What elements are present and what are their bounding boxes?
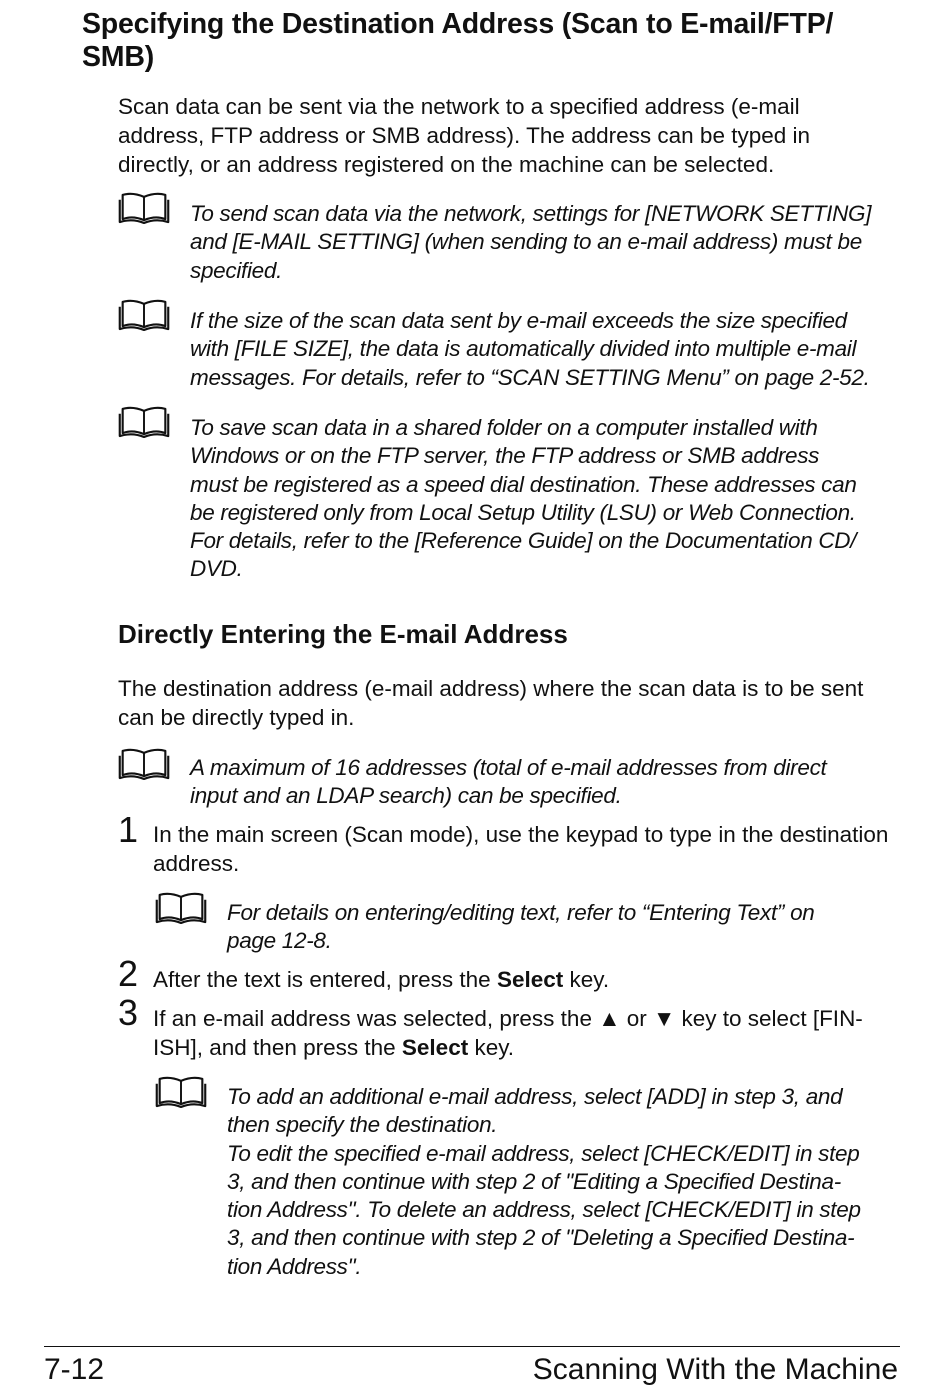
book-icon <box>118 748 170 780</box>
note-line: For details, refer to the [Reference Guide] on the Documentation CD/ <box>190 528 857 554</box>
book-icon <box>118 299 170 331</box>
sub-intro-paragraph <box>118 674 918 732</box>
note-line: To save scan data in a shared folder on a computer installed with <box>190 415 818 440</box>
intro-line: address, FTP address or SMB address). The address can be typed in <box>118 123 811 148</box>
note-line: then specify the destination. <box>227 1112 498 1138</box>
note-line: If the size of the scan data sent by e-mail exceeds the size specified <box>190 308 847 333</box>
page-number: 7-12 <box>44 1353 105 1386</box>
note-line: must be registered as a speed dial destination. These addresses can <box>190 471 857 497</box>
select-key-label: Select <box>401 1035 469 1060</box>
page-heading-line2: SMB) <box>82 41 155 73</box>
note-line: and [E-MAIL SETTING] (when sending to an e-mail address) must be <box>190 229 862 255</box>
note-block <box>190 200 910 285</box>
step-number: 1 <box>118 809 139 850</box>
note-line: Windows or on the FTP server, the FTP address or SMB address <box>190 443 820 469</box>
note-line: To send scan data via the network, settings for [NETWORK SETTING] <box>190 201 872 226</box>
note-block <box>190 414 910 584</box>
note-line: messages. For details, refer to “SCAN SETTING Menu” on page 2-52. <box>190 364 870 390</box>
note-line: page 12-8. <box>227 928 332 954</box>
chapter-title: Scanning With the Machine <box>532 1353 898 1386</box>
step-text <box>153 820 913 878</box>
sub-intro-line: can be directly typed in. <box>118 705 355 730</box>
intro-line: Scan data can be sent via the network to a specified address (e-mail <box>118 94 800 119</box>
note-line: input and an LDAP search) can be specified. <box>190 783 622 809</box>
page-heading-line1: Specifying the Destination Address (Scan to E-mail/FTP/ <box>82 8 834 40</box>
select-key-label: Select <box>496 967 564 992</box>
note-line: specified. <box>190 257 283 283</box>
note-line: DVD. <box>190 556 243 582</box>
note-line: tion Address". <box>227 1253 362 1279</box>
note-block <box>227 1083 917 1281</box>
note-line: tion Address". To delete an address, select [CHECK/EDIT] in step <box>227 1197 861 1223</box>
section-subheading: Directly Entering the E-mail Address <box>118 619 568 649</box>
step-number: 3 <box>118 992 139 1033</box>
step-line: If an e-mail address was selected, press the ▲ or ▼ key to select [FIN- <box>153 1006 863 1031</box>
step-line: address. <box>153 851 240 876</box>
note-line: A maximum of 16 addresses (total of e-mail addresses from direct <box>190 755 827 780</box>
note-line: 3, and then continue with step 2 of "Editing a Specified Destina- <box>227 1168 841 1194</box>
step-line: After the text is entered, press the Select key. <box>153 967 610 992</box>
step-text <box>153 1004 913 1062</box>
book-icon <box>118 192 170 224</box>
note-block <box>190 754 910 811</box>
book-icon <box>155 1076 207 1108</box>
book-icon <box>155 892 207 924</box>
step-text <box>153 965 913 994</box>
note-line: For details on entering/editing text, refer to “Entering Text” on <box>227 900 815 925</box>
note-line: 3, and then continue with step 2 of "Deleting a Specified Destina- <box>227 1225 855 1251</box>
note-line: To add an additional e-mail address, select [ADD] in step 3, and <box>227 1084 843 1109</box>
step-number: 2 <box>118 953 139 994</box>
sub-intro-line: The destination address (e-mail address) where the scan data is to be sent <box>118 676 864 701</box>
note-line: To edit the specified e-mail address, select [CHECK/EDIT] in step <box>227 1140 860 1166</box>
step-line: In the main screen (Scan mode), use the keypad to type in the destination <box>153 822 889 847</box>
note-block <box>227 899 917 956</box>
note-line: with [FILE SIZE], the data is automatically divided into multiple e-mail <box>190 336 857 362</box>
step-line: ISH], and then press the Select key. <box>153 1035 515 1060</box>
intro-line: directly, or an address registered on the machine can be selected. <box>118 152 775 177</box>
note-line: be registered only from Local Setup Utility (LSU) or Web Connection. <box>190 499 856 525</box>
page-heading <box>82 8 922 74</box>
note-block <box>190 307 910 392</box>
intro-paragraph <box>118 92 918 179</box>
footer-divider <box>44 1346 900 1347</box>
book-icon <box>118 406 170 438</box>
